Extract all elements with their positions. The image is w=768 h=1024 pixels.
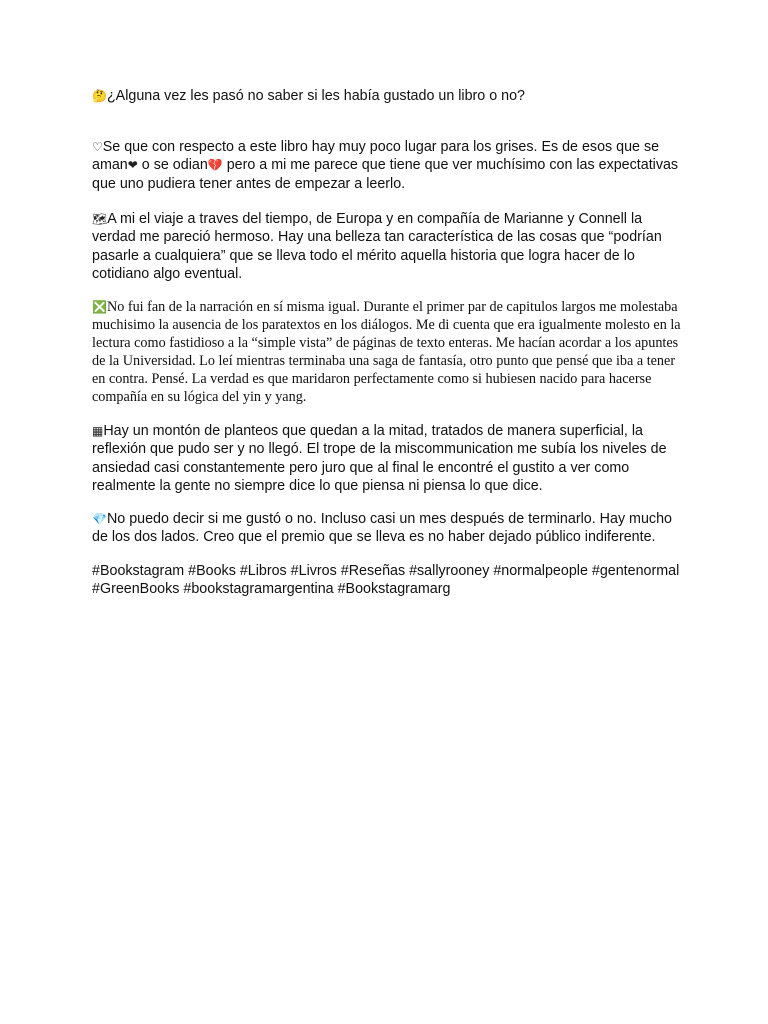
paragraph-love-hate	[92, 138, 682, 193]
paragraph-verdict	[92, 510, 682, 547]
paragraph-question	[92, 87, 682, 105]
thinking-emoji-icon: 🤔	[92, 89, 107, 103]
paragraph-text: Se que con respecto a este libro hay muy poco lugar para los grises. Es de esos que se aman	[92, 139, 660, 174]
paragraph-text: Hay un montón de planteos que quedan a la mitad, tratados de manera superficial, la reflexión que pudo ser y no llegó. El trope de la miscommunication me subía los niveles de ansiedad casi constantemente pero juro que al final le encontré el gustito a ver como realmente la gente no siempre dice lo que piensa ni piensa lo que dice.	[92, 423, 667, 495]
hashtags	[92, 562, 682, 599]
paragraph-text: o se odian	[137, 157, 208, 174]
paragraph-text: pero a mi me parece que tiene que ver muchísimo con las expectativas que uno pudiera tener antes de empezar a leerlo.	[92, 157, 679, 192]
gem-emoji-icon: 💎	[92, 512, 107, 526]
broken-heart-icon: 💔	[207, 158, 223, 173]
heart-emoji-icon: ♡	[92, 140, 103, 154]
paragraph-text: No fui fan de la narración en sí misma igual. Durante el primer par de capitulos largos me molestaba muchisimo la ausencia de los paratextos en los diálogos. Me di cuenta que era igualmente molesto en la lectura como fastidioso a la “simple vista” de páginas de texto enteras. Me hacían acordar a los apuntes de la Universidad. Lo leí mientras terminaba una saga de fantasía, otro punto que pensé que iba a tener en contra. Pensé. La verdad es que maridaron perfectamente como si hubiesen nacido para hacerse compañía en su lógica del yin y yang.	[92, 299, 681, 406]
cross-box-emoji-icon: ❎	[92, 300, 107, 314]
paragraph-themes	[92, 422, 682, 496]
paragraph-text: No puedo decir si me gustó o no. Incluso casi un mes después de terminarlo. Hay mucho de los dos lados. Creo que el premio que se lleva es no haber dejado público indiferente.	[92, 511, 672, 546]
hashtags-text: #Bookstagram #Books #Libros #Livros #Reseñas #sallyrooney #normalpeople #gentenormal #GreenBooks #bookstagramargentina #Bookstagramarg	[92, 563, 680, 598]
paragraph-text: A mi el viaje a traves del tiempo, de Europa y en compañía de Marianne y Connell la verdad me pareció hermoso. Hay una belleza tan característica de las cosas que “podrían pasarle a cualquiera” que se lleva todo el mérito aquella historia que logra hacer de lo cotidiano algo eventual.	[92, 211, 662, 283]
paragraph-text: ¿Alguna vez les pasó no saber si les había gustado un libro o no?	[106, 88, 526, 104]
grid-emoji-icon: ▦	[92, 424, 104, 438]
map-emoji-icon: 🗺	[92, 212, 108, 226]
heart-icon: ❤	[127, 158, 138, 173]
paragraph-journey	[92, 210, 682, 284]
paragraph-narration	[92, 298, 682, 407]
